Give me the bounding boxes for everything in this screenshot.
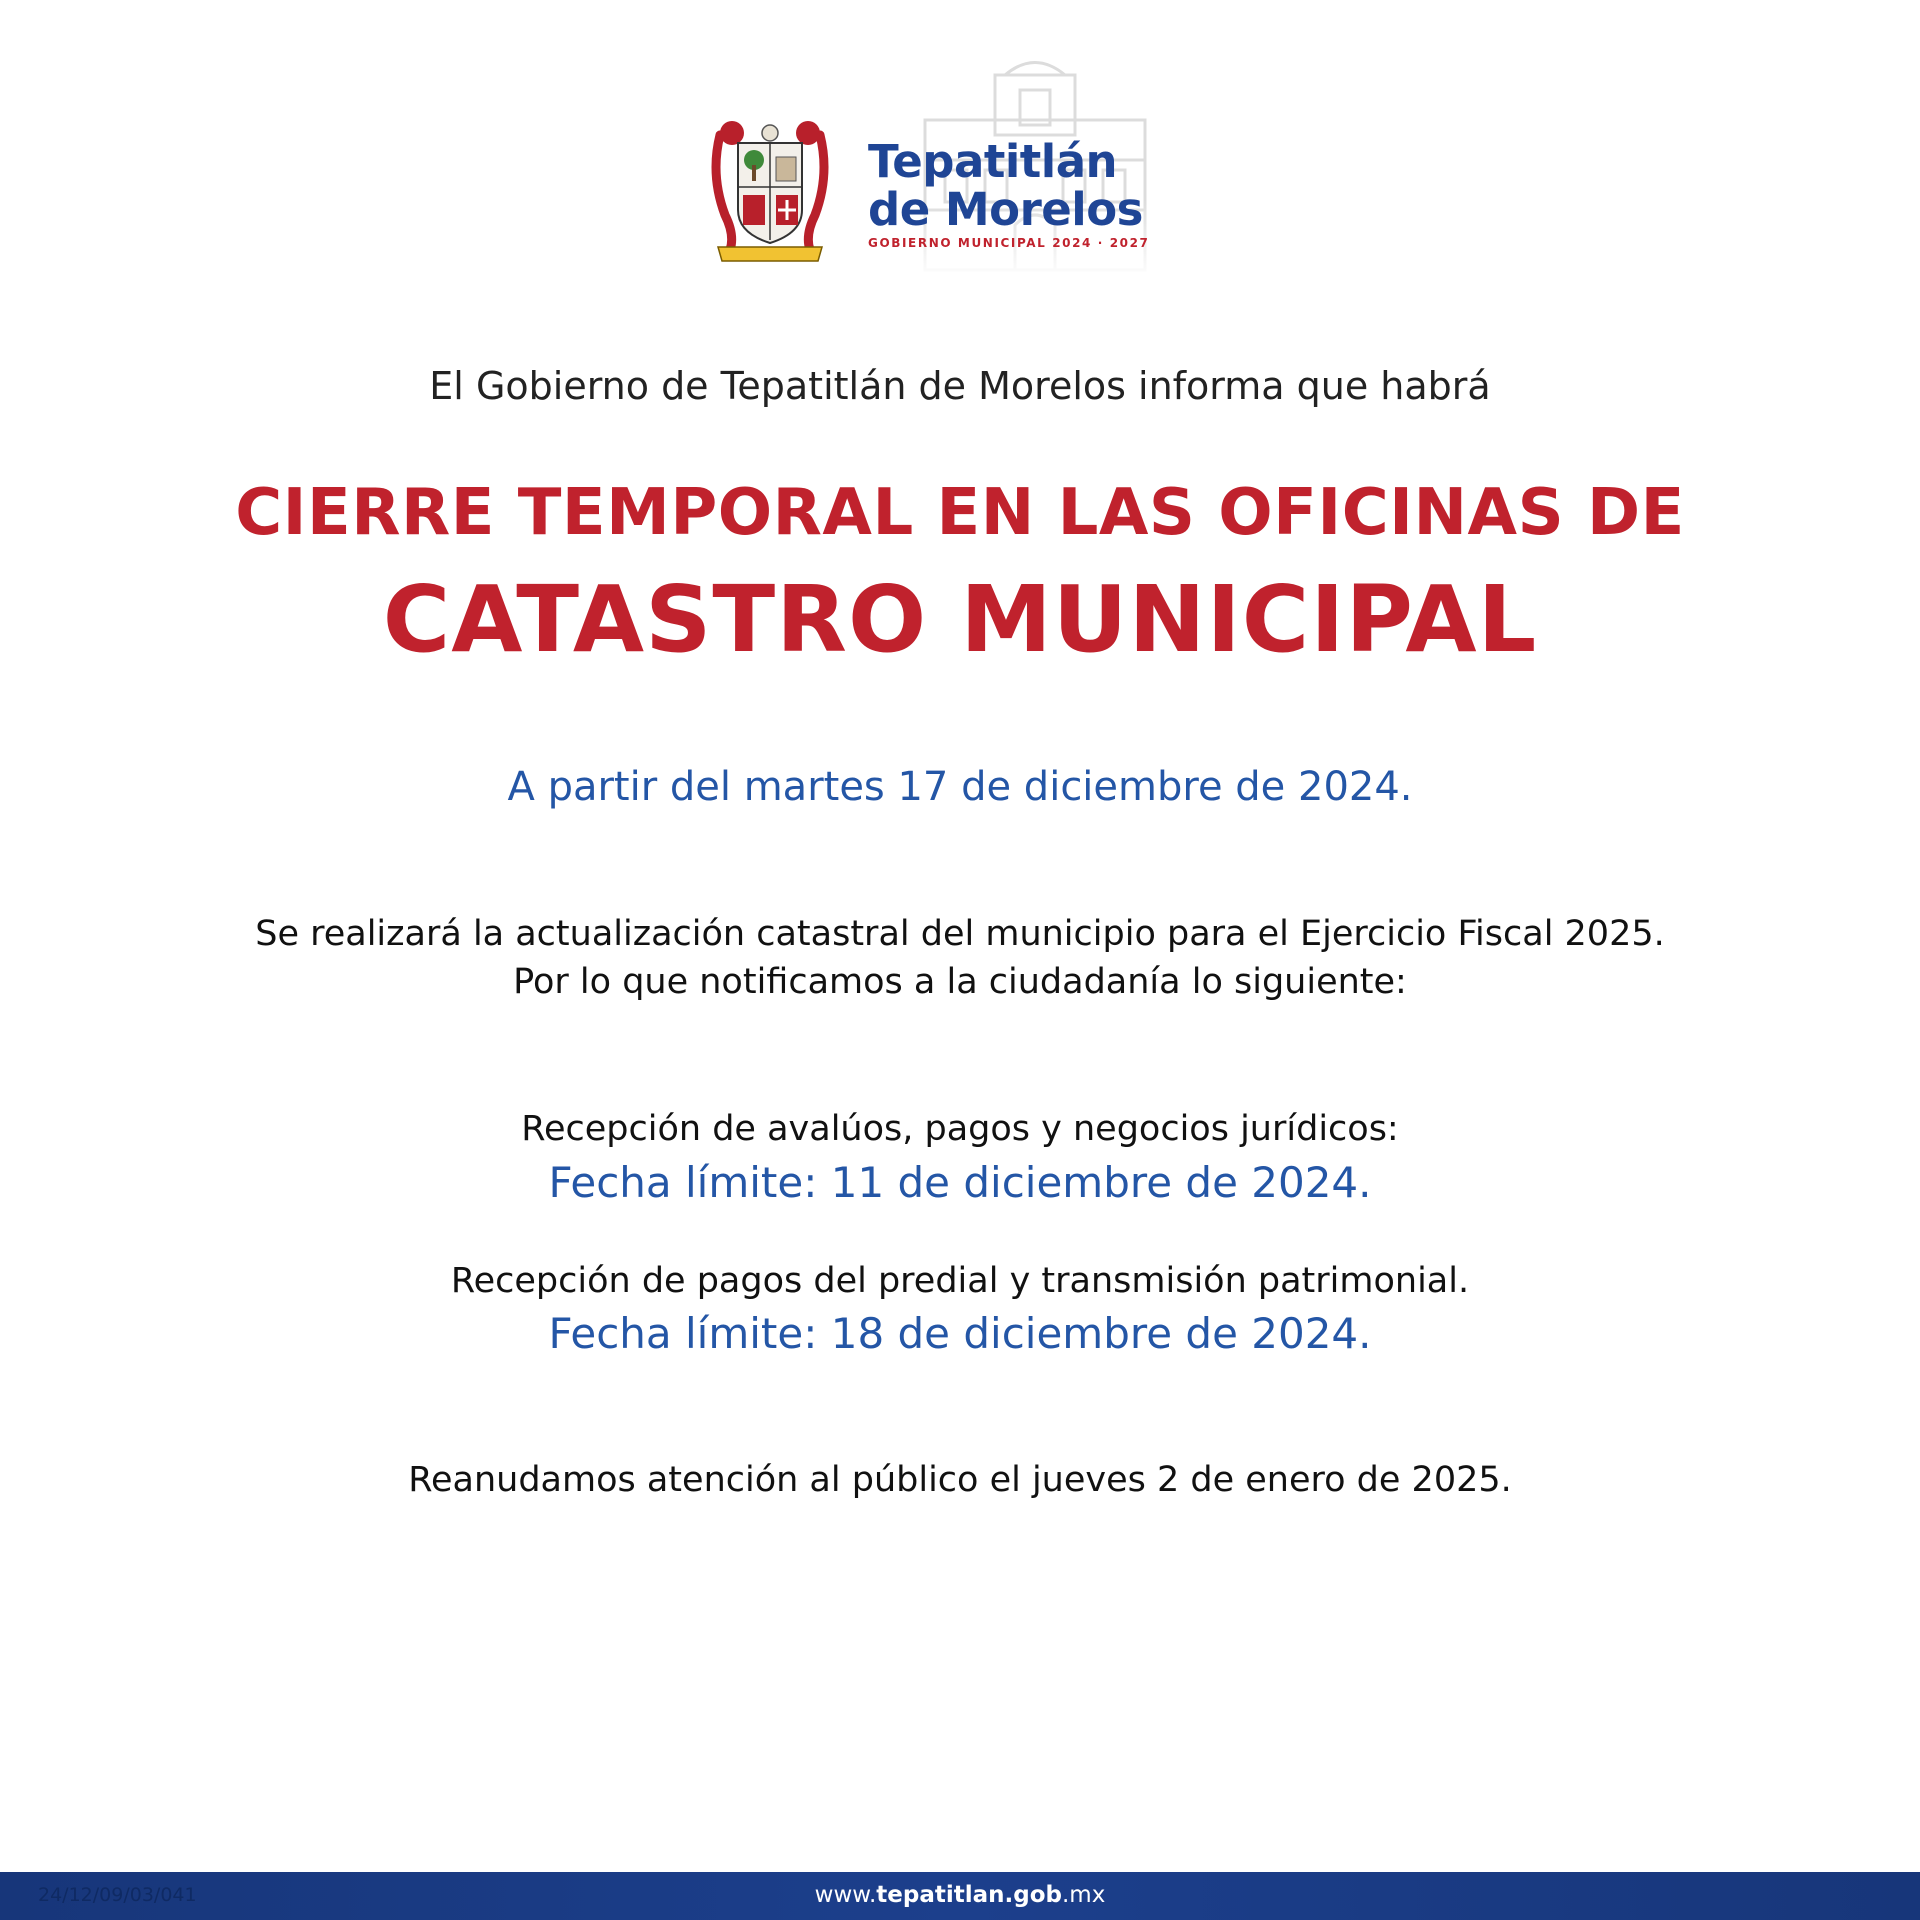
notice-deadline-2: Fecha límite: 18 de diciembre de 2024. <box>548 1309 1372 1358</box>
notice-label-1: Recepción de avalúos, pagos y negocios jurídicos: <box>521 1109 1399 1149</box>
website-link[interactable] <box>0 1882 1920 1908</box>
body-text-line1: Se realizará la actualización catastral del municipio para el Ejercicio Fiscal 2025. <box>255 914 1665 954</box>
notice-label-2: Recepción de pagos del predial y transmisión patrimonial. <box>450 1261 1470 1301</box>
footer-bar <box>0 1872 1920 1920</box>
notice-deadline-1: Fecha límite: 11 de diciembre de 2024. <box>548 1158 1372 1207</box>
start-date: A partir del martes 17 de diciembre de 2024. <box>507 764 1413 810</box>
resume-text: Reanudamos atención al público el jueves 2 de enero de 2025. <box>408 1460 1512 1500</box>
footer-code: 24/12/09/03/041 <box>38 1884 197 1906</box>
coat-of-arms-icon <box>710 115 830 265</box>
municipal-logo <box>700 60 1200 290</box>
logo-title-line2: de Morelos <box>868 183 1143 236</box>
headline-line1: CIERRE TEMPORAL EN LAS OFICINAS DE <box>235 476 1685 550</box>
url-suffix: .mx <box>1062 1882 1106 1908</box>
url-domain: tepatitlan.gob <box>876 1882 1062 1908</box>
url-prefix: www. <box>814 1882 877 1908</box>
body-text-line2: Por lo que notificamos a la ciudadanía lo siguiente: <box>513 962 1407 1002</box>
logo-title-line1: Tepatitlán <box>868 135 1118 188</box>
logo-subtitle: GOBIERNO MUNICIPAL 2024 · 2027 <box>868 236 1150 250</box>
headline-line2: CATASTRO MUNICIPAL <box>382 566 1538 673</box>
intro-text: El Gobierno de Tepatitlán de Morelos informa que habrá <box>429 364 1491 408</box>
